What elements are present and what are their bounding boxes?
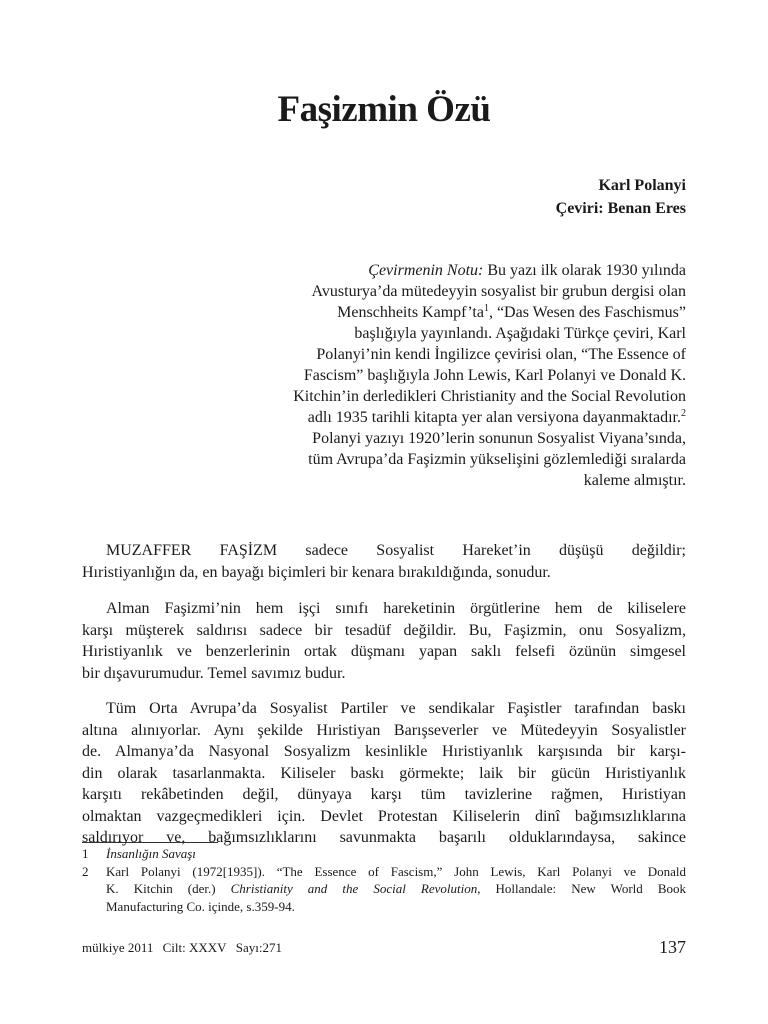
footnotes — [82, 845, 686, 915]
paragraph-line: MUZAFFER FAŞİZM sadece Sosyalist Hareket’in düşüşü değildir; — [106, 542, 686, 559]
footnote-ref-2[interactable]: 2 — [681, 408, 686, 419]
translator-note — [222, 260, 686, 491]
paragraph-line: Hıristiyanlık ve benzerlerinin ortak düşmanı yapan saklı felsefi özünün simgesel — [82, 643, 686, 660]
translator-note-text: Menschheits Kampf’ta — [337, 304, 484, 321]
translator-note-line: tüm Avrupa’da Faşizmin yükselişini gözlemlediği sıralarda — [308, 451, 686, 468]
paragraph-line: olmaktan vazgeçmedikleri için. Devlet Protestan Kiliselerin dinî bağımsızlıklarına — [82, 807, 686, 825]
book-title: Christianity and the Social Revolution — [230, 881, 478, 896]
footnote-line: Manufacturing Co. içinde, s.359-94. — [106, 898, 295, 914]
translator-note-line: Polanyi’nin kendi İngilizce çevirisi olan, “The Essence of — [316, 346, 686, 363]
translator-note-line: Kitchin’in derledikleri Christianity and the Social Revolution — [293, 388, 686, 405]
author-name: Karl Polanyi — [598, 177, 686, 194]
paragraph-line: din olarak tasarlanmakta. Kiliseler baskı görmekte; laik bir gücün Hıristiyanlık — [82, 764, 686, 782]
footnote-ref-1[interactable]: 1 — [483, 303, 489, 314]
footnote-text — [106, 863, 686, 916]
footnote-line: Karl Polanyi (1972[1935]). “The Essence of Fascism,” John Lewis, Karl Polanyi ve Donald — [106, 863, 686, 879]
footnote-text-part: K. Kitchin (der.) — [106, 881, 231, 896]
translator-note-label: Çevirmenin Notu: — [368, 262, 484, 279]
byline — [556, 174, 686, 220]
paragraph-line: altına alınıyorlar. Aynı şekilde Hıristiyan Barışseverler ve Mütedeyyin Sosyalistler — [82, 721, 686, 739]
paragraph-1 — [82, 540, 686, 583]
paragraph-line: Hıristiyanlığın da, en bayağı biçimleri bir kenara bırakıldığında, sonudur. — [82, 563, 551, 581]
footnote-text-part: , Hollandale: New World Book — [477, 881, 687, 896]
paragraph-line: bir dışavurumudur. Temel savımız budur. — [82, 664, 346, 682]
page-number: 137 — [659, 937, 686, 957]
translator-note-text: , “Das Wesen des Faschismus” — [488, 304, 686, 321]
journal-name: mülkiye 2011 — [82, 940, 154, 955]
paragraph-line: Alman Faşizmi’nin hem işçi sınıfı hareketinin örgütlerine hem de kiliselere — [106, 600, 686, 617]
footnote-number: 2 — [82, 863, 89, 879]
paragraph-3 — [82, 698, 686, 849]
paragraph-line: Tüm Orta Avrupa’da Sosyalist Partiler ve sendikalar Faşistler tarafından baskı — [106, 700, 686, 717]
translator-note-line: başlığıyla yayınlandı. Aşağıdaki Türkçe çeviri, Karl — [354, 325, 686, 342]
article-title: Faşizmin Özü — [277, 89, 491, 130]
paragraph-line: karşı müşterek saldırısı sadece bir tesadüf değildir. Bu, Faşizmin, onu Sosyalizm, — [82, 621, 686, 639]
paragraph-line: saldırıyor ve, bağımsızlıklarını savunmakta başarılı olduklarındaysa, sakince — [82, 829, 686, 846]
journal-volume: Cilt: XXXV — [162, 940, 227, 955]
translator-note-line: Fascism” başlığıyla John Lewis, Karl Polanyi ve Donald K. — [303, 367, 686, 384]
page-footer — [82, 934, 686, 958]
footnote-text: İnsanlığın Savaşı — [106, 846, 196, 861]
footnote-divider — [82, 842, 218, 843]
translator-note-line: Polanyi yazıyı 1920’lerin sonunun Sosyalist Viyana’sında, — [312, 430, 686, 447]
journal-issue: Sayı:271 — [235, 940, 283, 955]
translator-note-line: Avusturya’da mütedeyyin sosyalist bir grubun dergisi olan — [311, 283, 686, 300]
translator-note-text: adlı 1935 tarihli kitapta yer alan versiyona dayanmaktadır. — [307, 409, 681, 426]
footnote-number: 1 — [82, 846, 89, 861]
paragraph-line: karşıtı rekâbetinden değil, dünyaya karşı tüm tavizlerine rağmen, Hıristiyan — [82, 786, 686, 803]
journal-info — [82, 940, 288, 956]
translator-credit: Çeviri: Benan Eres — [555, 200, 686, 217]
footnote-2 — [82, 863, 686, 916]
paragraph-line: de. Almanya’da Nasyonal Sosyalizm kesinlikle Hıristiyanlık karşısında bir karşı- — [82, 743, 686, 760]
footnote-1 — [82, 845, 686, 863]
translator-note-text: Bu yazı ilk olarak 1930 yılında — [483, 262, 686, 279]
translator-note-line: kaleme almıştır. — [583, 472, 686, 489]
paragraph-2 — [82, 598, 686, 684]
